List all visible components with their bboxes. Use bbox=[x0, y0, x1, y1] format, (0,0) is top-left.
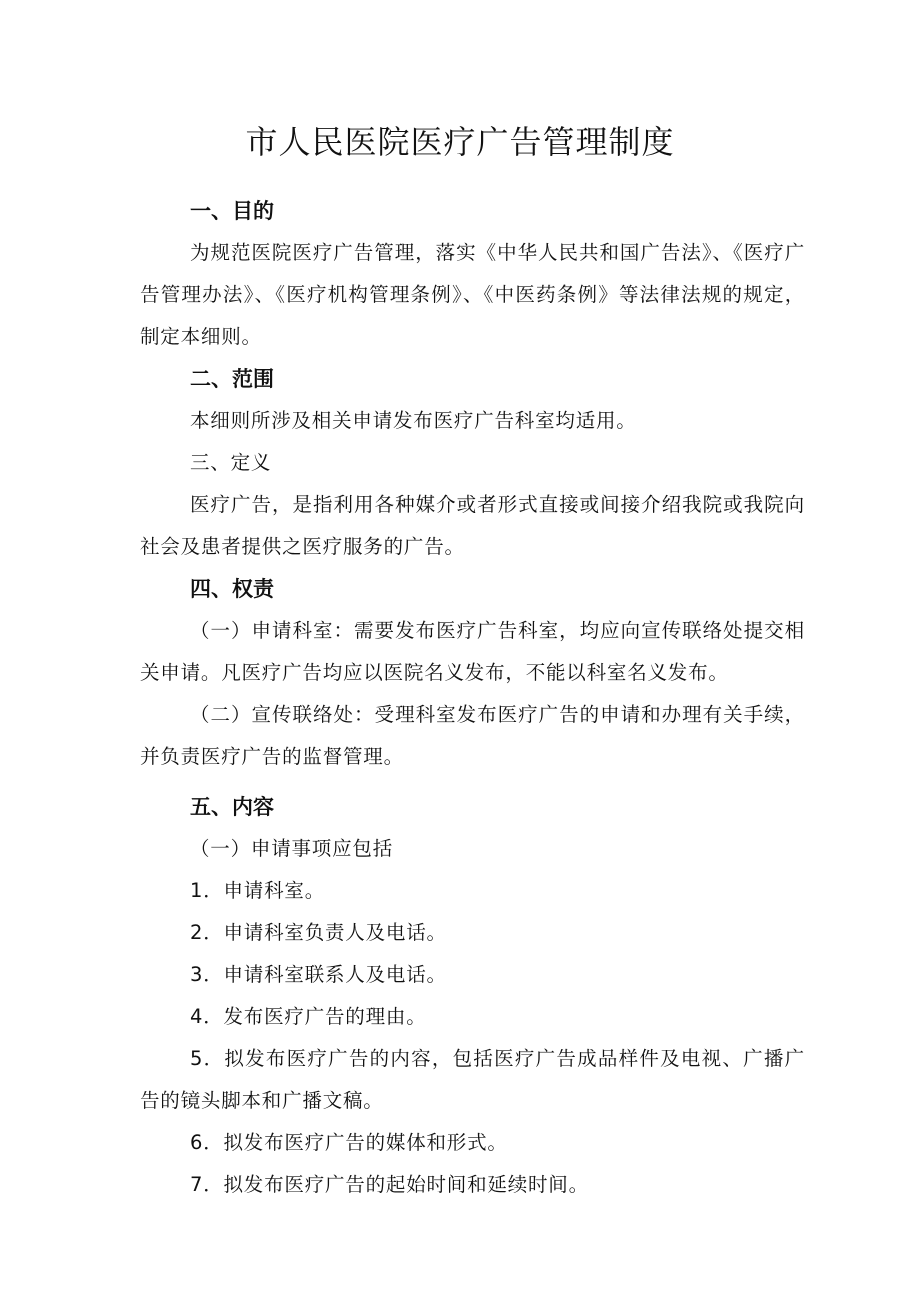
section-heading-definition: 三、定义 bbox=[190, 451, 272, 474]
paragraph-content-sub: （一）申请事项应包括 bbox=[190, 837, 394, 860]
section-heading-duties: 四、权责 bbox=[190, 577, 274, 601]
list-item: 4．发布医疗广告的理由。 bbox=[190, 1005, 427, 1028]
paragraph-definition: 医疗广告，是指利用各种媒介或者形式直接或间接介绍我院或我院向社会及患者提供之医疗服务的广告。 bbox=[140, 493, 805, 558]
document-body bbox=[140, 190, 805, 1206]
list-item: 2．申请科室负责人及电话。 bbox=[190, 921, 447, 944]
list-item: 6．拟发布医疗广告的媒体和形式。 bbox=[190, 1131, 508, 1154]
section-heading-content: 五、内容 bbox=[190, 795, 274, 819]
section-heading-purpose: 一、目的 bbox=[190, 199, 274, 223]
list-item: 1．申请科室。 bbox=[190, 879, 326, 902]
list-item: 7．拟发布医疗广告的起始时间和延续时间。 bbox=[190, 1173, 589, 1196]
paragraph-purpose: 为规范医院医疗广告管理，落实《中华人民共和国广告法》、《医疗广告管理办法》、《医疗机构管理条例》、《中医药条例》等法律法规的规定，制定本细则。 bbox=[140, 241, 805, 348]
spacer bbox=[140, 778, 805, 786]
list-item: 3．申请科室联系人及电话。 bbox=[190, 963, 447, 986]
paragraph-duties-2: （二）宣传联络处：受理科室发布医疗广告的申请和办理有关手续，并负责医疗广告的监督管理。 bbox=[140, 703, 805, 768]
section-heading-scope: 二、范围 bbox=[190, 367, 274, 391]
list-item: 5．拟发布医疗广告的内容，包括医疗广告成品样件及电视、广播广告的镜头脚本和广播文稿。 bbox=[140, 1047, 805, 1112]
paragraph-duties-1: （一）申请科室：需要发布医疗广告科室，均应向宣传联络处提交相关申请。凡医疗广告均应以医院名义发布，不能以科室名义发布。 bbox=[140, 619, 805, 684]
document-title: 市人民医院医疗广告管理制度 bbox=[245, 123, 675, 161]
paragraph-scope: 本细则所涉及相关申请发布医疗广告科室均适用。 bbox=[190, 409, 637, 432]
